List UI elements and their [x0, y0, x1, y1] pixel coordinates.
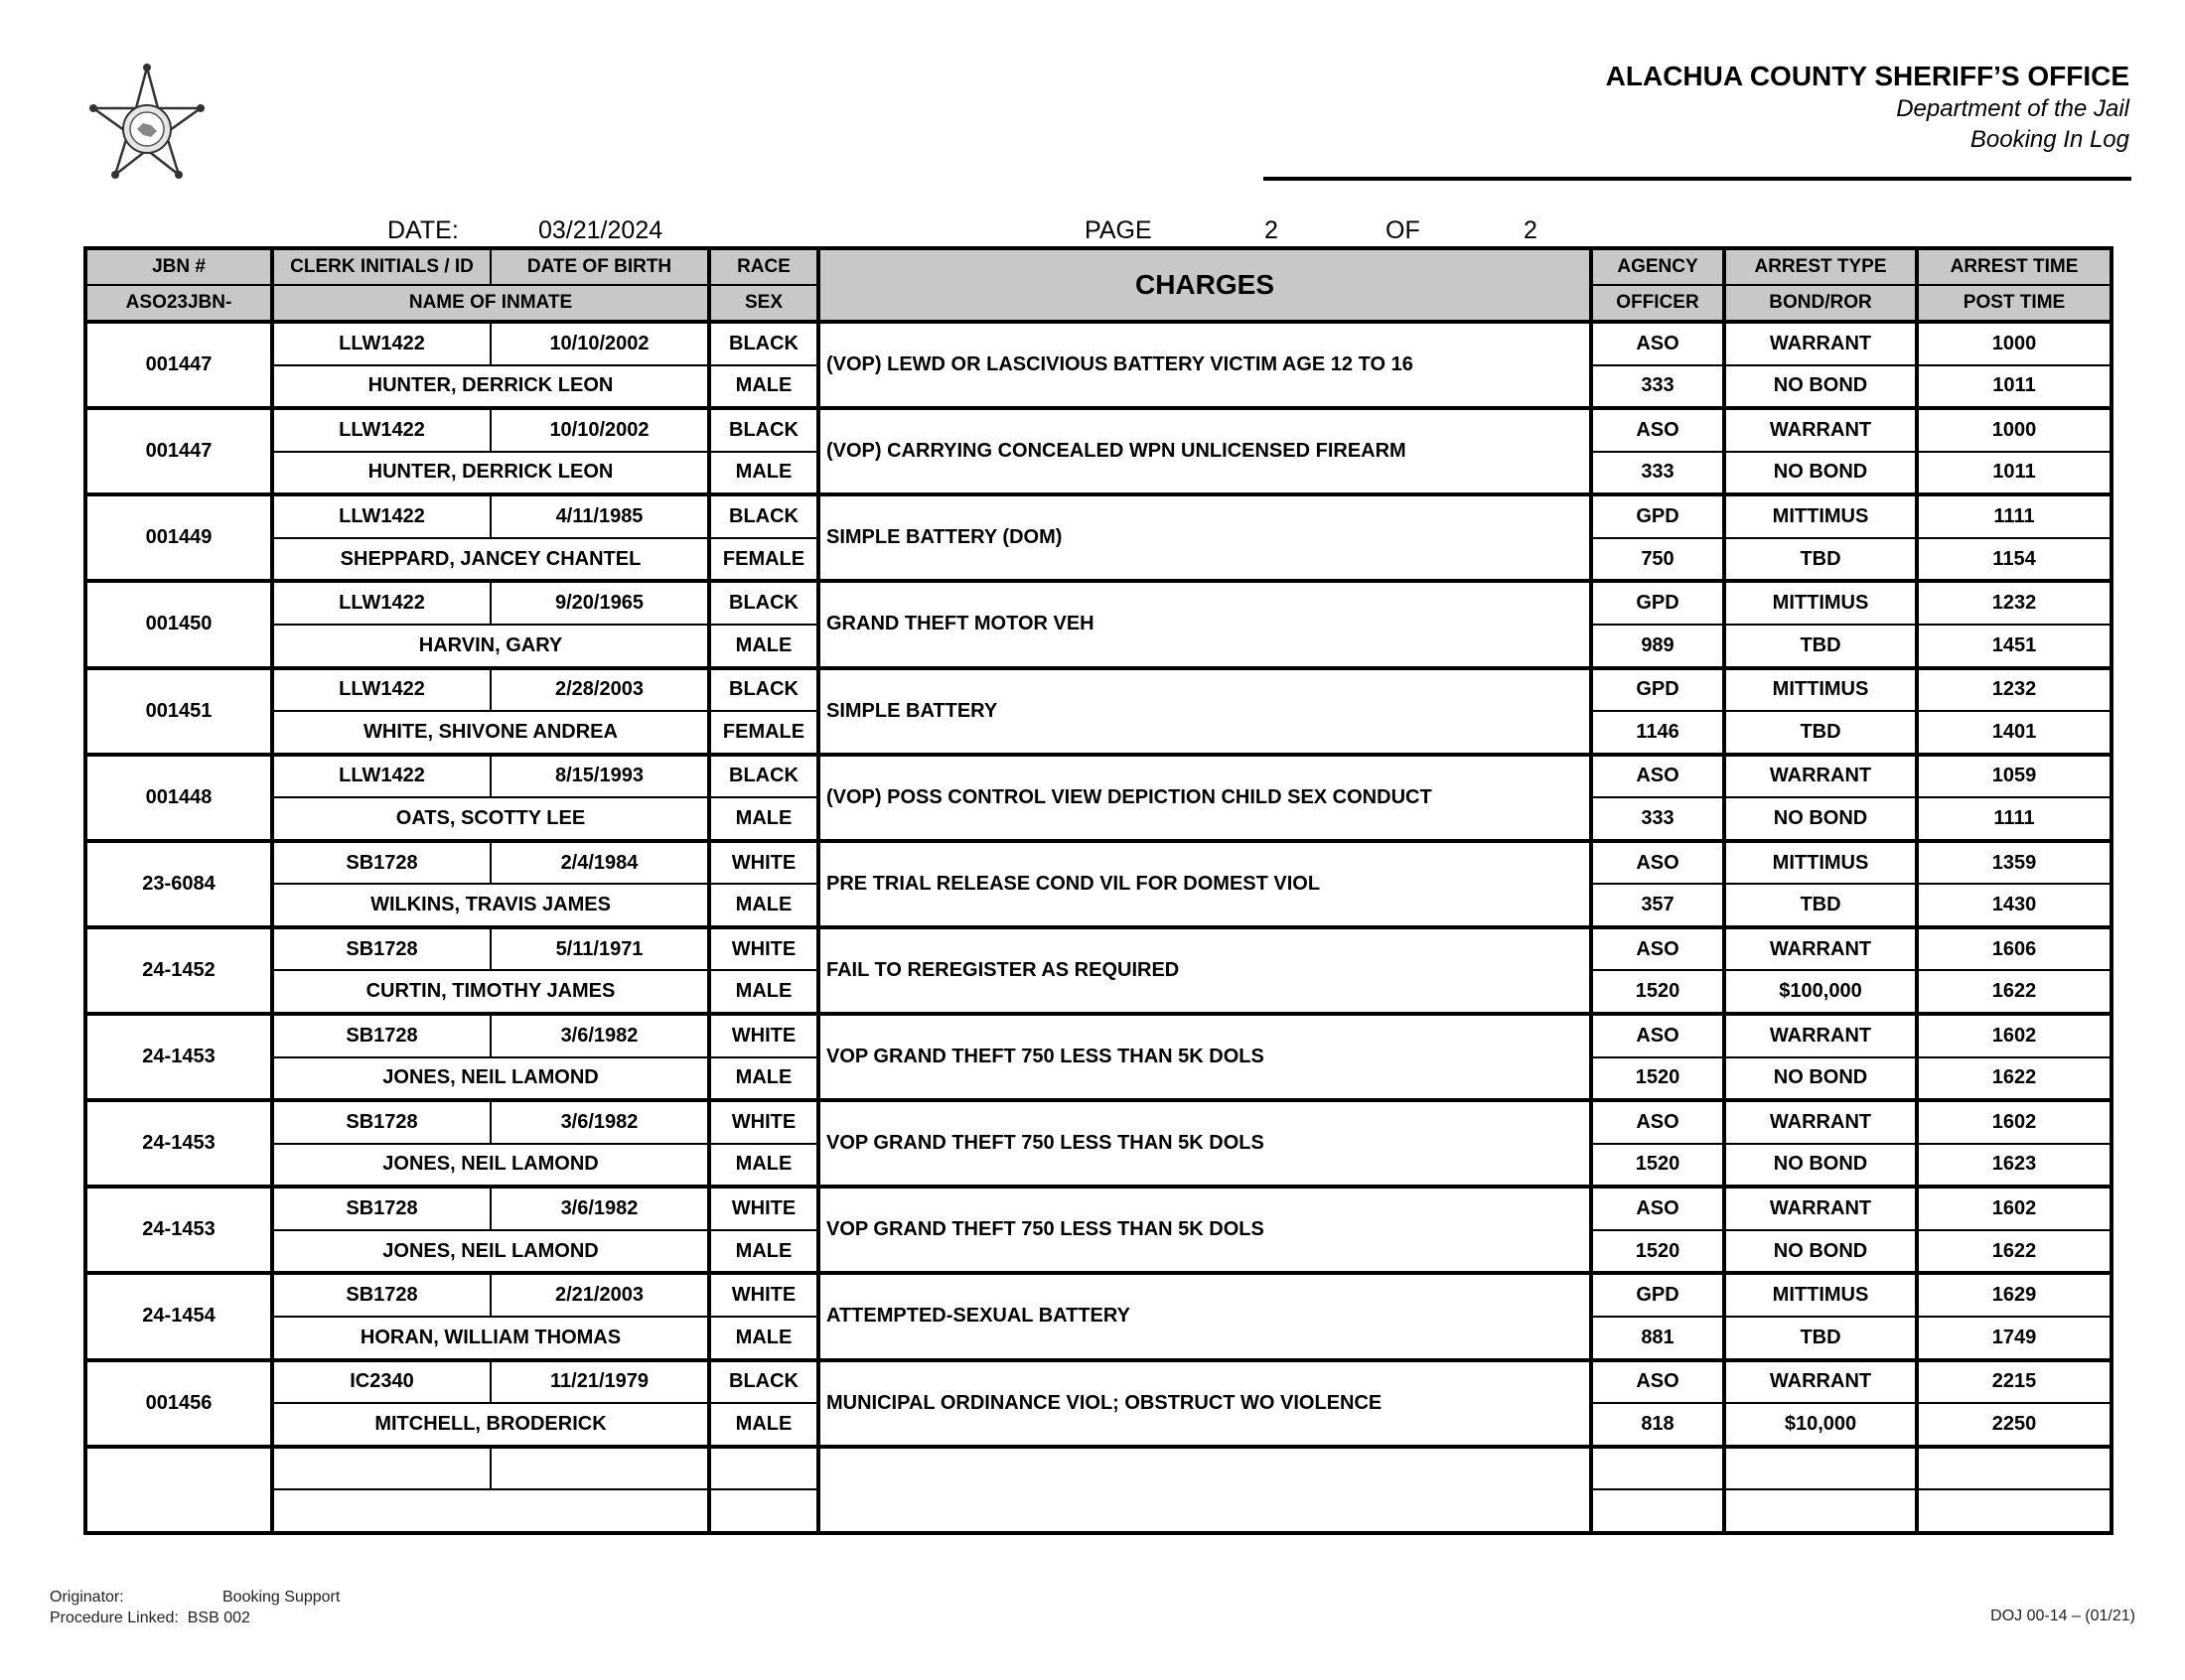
- page-total: 2: [1524, 216, 1537, 244]
- col-header-arrest-type: ARREST TYPE: [1724, 248, 1917, 285]
- table-row: [85, 1273, 2112, 1317]
- race-cell: WHITE: [709, 927, 818, 971]
- dob-cell: 10/10/2002: [491, 322, 709, 365]
- col-header-agency: AGENCY: [1591, 248, 1724, 285]
- race-cell: BLACK: [709, 668, 818, 712]
- post-time-cell: 1622: [1917, 970, 2112, 1014]
- date-value: 03/21/2024: [538, 216, 663, 244]
- sex-cell: FEMALE: [709, 711, 818, 755]
- inmate-name-cell: HARVIN, GARY: [272, 625, 709, 668]
- post-time-cell: 1430: [1917, 884, 2112, 927]
- race-cell: WHITE: [709, 841, 818, 885]
- bond-cell: TBD: [1724, 711, 1917, 755]
- bond-cell: $10,000: [1724, 1403, 1917, 1447]
- table-row: [85, 1100, 2112, 1144]
- clerk-id-cell: [272, 1447, 491, 1490]
- post-time-cell: 1011: [1917, 365, 2112, 409]
- jbn-cell: [85, 1447, 272, 1533]
- inmate-name-cell: CURTIN, TIMOTHY JAMES: [272, 970, 709, 1014]
- bond-cell: TBD: [1724, 1317, 1917, 1360]
- col-header-name: NAME OF INMATE: [272, 285, 709, 322]
- form-code: DOJ 00-14 – (01/21): [1990, 1608, 2135, 1624]
- officer-cell: 818: [1591, 1403, 1724, 1447]
- agency-cell: ASO: [1591, 1360, 1724, 1404]
- arrest-type-cell: WARRANT: [1724, 1100, 1917, 1144]
- log-title: Booking In Log: [1969, 126, 2129, 153]
- dob-cell: 9/20/1965: [491, 581, 709, 625]
- race-cell: WHITE: [709, 1014, 818, 1057]
- table-row: [85, 841, 2112, 885]
- arrest-type-cell: WARRANT: [1724, 927, 1917, 971]
- bond-cell: NO BOND: [1724, 797, 1917, 841]
- race-cell: WHITE: [709, 1273, 818, 1317]
- col-header-arrest-time: ARREST TIME: [1917, 248, 2112, 285]
- table-row: [85, 494, 2112, 538]
- charge-cell: (VOP) POSS CONTROL VIEW DEPICTION CHILD SEX CONDUCT: [818, 755, 1591, 841]
- dob-cell: 11/21/1979: [491, 1360, 709, 1404]
- col-header-jbn-prefix: ASO23JBN-: [85, 285, 272, 322]
- table-row: [85, 1014, 2112, 1057]
- clerk-id-cell: SB1728: [272, 927, 491, 971]
- race-cell: BLACK: [709, 494, 818, 538]
- booking-log-table: [83, 246, 2113, 1535]
- bond-cell: NO BOND: [1724, 452, 1917, 495]
- bond-cell: $100,000: [1724, 970, 1917, 1014]
- dob-cell: 8/15/1993: [491, 755, 709, 798]
- office-name: ALACHUA COUNTY SHERIFF’S OFFICE: [1605, 61, 2129, 91]
- bond-cell: NO BOND: [1724, 1230, 1917, 1274]
- inmate-name-cell: JONES, NEIL LAMOND: [272, 1057, 709, 1101]
- inmate-name-cell: HUNTER, DERRICK LEON: [272, 452, 709, 495]
- agency-cell: ASO: [1591, 1014, 1724, 1057]
- arrest-type-cell: WARRANT: [1724, 755, 1917, 798]
- charge-cell: (VOP) CARRYING CONCEALED WPN UNLICENSED FIREARM: [818, 408, 1591, 494]
- jbn-cell: 24-1453: [85, 1187, 272, 1273]
- inmate-name-cell: WHITE, SHIVONE ANDREA: [272, 711, 709, 755]
- procedure-value: BSB 002: [187, 1610, 250, 1626]
- officer-cell: 881: [1591, 1317, 1724, 1360]
- dob-cell: 2/21/2003: [491, 1273, 709, 1317]
- arrest-time-cell: 2215: [1917, 1360, 2112, 1404]
- col-header-charges: CHARGES: [818, 248, 1591, 322]
- clerk-id-cell: LLW1422: [272, 408, 491, 452]
- post-time-cell: 1111: [1917, 797, 2112, 841]
- jbn-cell: 001447: [85, 322, 272, 408]
- clerk-id-cell: IC2340: [272, 1360, 491, 1404]
- arrest-type-cell: [1724, 1447, 1917, 1490]
- charge-cell: PRE TRIAL RELEASE COND VIL FOR DOMEST VIOL: [818, 841, 1591, 927]
- inmate-name-cell: [272, 1489, 709, 1533]
- jbn-cell: 001447: [85, 408, 272, 494]
- jbn-cell: 24-1453: [85, 1014, 272, 1100]
- agency-cell: ASO: [1591, 1100, 1724, 1144]
- col-header-jbn: JBN #: [85, 248, 272, 285]
- charge-cell: SIMPLE BATTERY: [818, 668, 1591, 755]
- jbn-cell: 001451: [85, 668, 272, 755]
- charge-cell: VOP GRAND THEFT 750 LESS THAN 5K DOLS: [818, 1100, 1591, 1187]
- arrest-time-cell: 1606: [1917, 927, 2112, 971]
- charge-cell: MUNICIPAL ORDINANCE VIOL; OBSTRUCT WO VIOLENCE: [818, 1360, 1591, 1447]
- office-header: [1606, 60, 2129, 155]
- race-cell: BLACK: [709, 581, 818, 625]
- sex-cell: MALE: [709, 970, 818, 1014]
- race-cell: BLACK: [709, 408, 818, 452]
- sex-cell: MALE: [709, 1317, 818, 1360]
- sex-cell: FEMALE: [709, 538, 818, 582]
- agency-cell: ASO: [1591, 408, 1724, 452]
- jbn-cell: 001448: [85, 755, 272, 841]
- post-time-cell: 1401: [1917, 711, 2112, 755]
- clerk-id-cell: LLW1422: [272, 668, 491, 712]
- jbn-cell: 24-1452: [85, 927, 272, 1014]
- officer-cell: 357: [1591, 884, 1724, 927]
- arrest-time-cell: 1000: [1917, 322, 2112, 365]
- charge-cell: FAIL TO REREGISTER AS REQUIRED: [818, 927, 1591, 1014]
- officer-cell: 1146: [1591, 711, 1724, 755]
- arrest-type-cell: MITTIMUS: [1724, 841, 1917, 885]
- agency-cell: ASO: [1591, 755, 1724, 798]
- race-cell: BLACK: [709, 1360, 818, 1404]
- originator-label: Originator:: [50, 1589, 124, 1606]
- sex-cell: MALE: [709, 797, 818, 841]
- jbn-cell: 001450: [85, 581, 272, 667]
- arrest-type-cell: WARRANT: [1724, 1360, 1917, 1404]
- dob-cell: 3/6/1982: [491, 1014, 709, 1057]
- post-time-cell: [1917, 1489, 2112, 1533]
- bond-cell: [1724, 1489, 1917, 1533]
- page-number: 2: [1264, 216, 1278, 244]
- header-rule: [1263, 177, 2131, 181]
- charge-cell: GRAND THEFT MOTOR VEH: [818, 581, 1591, 667]
- bond-cell: TBD: [1724, 538, 1917, 582]
- clerk-id-cell: SB1728: [272, 1273, 491, 1317]
- post-time-cell: 1749: [1917, 1317, 2112, 1360]
- dob-cell: 2/4/1984: [491, 841, 709, 885]
- sex-cell: MALE: [709, 1144, 818, 1188]
- date-label: DATE:: [387, 216, 459, 244]
- bond-cell: TBD: [1724, 884, 1917, 927]
- arrest-time-cell: [1917, 1447, 2112, 1490]
- agency-cell: GPD: [1591, 1273, 1724, 1317]
- col-header-race: RACE: [709, 248, 818, 285]
- race-cell: BLACK: [709, 322, 818, 365]
- officer-cell: 1520: [1591, 1144, 1724, 1188]
- arrest-type-cell: WARRANT: [1724, 322, 1917, 365]
- col-header-post-time: POST TIME: [1917, 285, 2112, 322]
- arrest-type-cell: MITTIMUS: [1724, 494, 1917, 538]
- sex-cell: MALE: [709, 365, 818, 409]
- dob-cell: 4/11/1985: [491, 494, 709, 538]
- sex-cell: MALE: [709, 625, 818, 668]
- arrest-type-cell: MITTIMUS: [1724, 581, 1917, 625]
- officer-cell: 1520: [1591, 1057, 1724, 1101]
- jbn-cell: 24-1454: [85, 1273, 272, 1359]
- charge-cell: VOP GRAND THEFT 750 LESS THAN 5K DOLS: [818, 1187, 1591, 1273]
- clerk-id-cell: SB1728: [272, 1187, 491, 1230]
- inmate-name-cell: SHEPPARD, JANCEY CHANTEL: [272, 538, 709, 582]
- department-name: Department of the Jail: [1896, 95, 2129, 122]
- arrest-time-cell: 1232: [1917, 668, 2112, 712]
- arrest-time-cell: 1232: [1917, 581, 2112, 625]
- clerk-id-cell: LLW1422: [272, 581, 491, 625]
- post-time-cell: 1011: [1917, 452, 2112, 495]
- table-row: [85, 927, 2112, 971]
- col-header-officer: OFFICER: [1591, 285, 1724, 322]
- procedure-label: Procedure Linked:: [50, 1610, 179, 1626]
- post-time-cell: 1623: [1917, 1144, 2112, 1188]
- agency-cell: GPD: [1591, 581, 1724, 625]
- dob-cell: 5/11/1971: [491, 927, 709, 971]
- clerk-id-cell: SB1728: [272, 1014, 491, 1057]
- inmate-name-cell: JONES, NEIL LAMOND: [272, 1230, 709, 1274]
- jbn-cell: 23-6084: [85, 841, 272, 927]
- table-row: [85, 668, 2112, 712]
- table-row: [85, 322, 2112, 365]
- footer-originator: [50, 1587, 340, 1628]
- dob-cell: 3/6/1982: [491, 1100, 709, 1144]
- dob-cell: 2/28/2003: [491, 668, 709, 712]
- dob-cell: 3/6/1982: [491, 1187, 709, 1230]
- bond-cell: NO BOND: [1724, 1057, 1917, 1101]
- race-cell: WHITE: [709, 1100, 818, 1144]
- agency-cell: GPD: [1591, 494, 1724, 538]
- officer-cell: [1591, 1489, 1724, 1533]
- of-label: OF: [1385, 216, 1420, 244]
- charge-cell: (VOP) LEWD OR LASCIVIOUS BATTERY VICTIM AGE 12 TO 16: [818, 322, 1591, 408]
- table-row: [85, 755, 2112, 798]
- post-time-cell: 2250: [1917, 1403, 2112, 1447]
- arrest-time-cell: 1602: [1917, 1187, 2112, 1230]
- arrest-type-cell: WARRANT: [1724, 1014, 1917, 1057]
- race-cell: BLACK: [709, 755, 818, 798]
- jbn-cell: 001449: [85, 494, 272, 581]
- sex-cell: MALE: [709, 1403, 818, 1447]
- arrest-time-cell: 1629: [1917, 1273, 2112, 1317]
- post-time-cell: 1154: [1917, 538, 2112, 582]
- clerk-id-cell: LLW1422: [272, 494, 491, 538]
- arrest-time-cell: 1602: [1917, 1014, 2112, 1057]
- bond-cell: TBD: [1724, 625, 1917, 668]
- arrest-time-cell: 1059: [1917, 755, 2112, 798]
- jbn-cell: 001456: [85, 1360, 272, 1447]
- charge-cell: SIMPLE BATTERY (DOM): [818, 494, 1591, 581]
- charge-cell: ATTEMPTED-SEXUAL BATTERY: [818, 1273, 1591, 1359]
- agency-cell: ASO: [1591, 322, 1724, 365]
- officer-cell: 333: [1591, 797, 1724, 841]
- agency-cell: ASO: [1591, 841, 1724, 885]
- table-row: [85, 581, 2112, 625]
- sex-cell: [709, 1489, 818, 1533]
- jbn-cell: 24-1453: [85, 1100, 272, 1187]
- dob-cell: [491, 1447, 709, 1490]
- inmate-name-cell: HORAN, WILLIAM THOMAS: [272, 1317, 709, 1360]
- table-row: [85, 1447, 2112, 1490]
- bond-cell: NO BOND: [1724, 365, 1917, 409]
- agency-cell: [1591, 1447, 1724, 1490]
- col-header-bond: BOND/ROR: [1724, 285, 1917, 322]
- agency-cell: GPD: [1591, 668, 1724, 712]
- page-label: PAGE: [1085, 216, 1152, 244]
- arrest-type-cell: MITTIMUS: [1724, 668, 1917, 712]
- charge-cell: VOP GRAND THEFT 750 LESS THAN 5K DOLS: [818, 1014, 1591, 1100]
- race-cell: [709, 1447, 818, 1490]
- post-time-cell: 1622: [1917, 1230, 2112, 1274]
- col-header-sex: SEX: [709, 285, 818, 322]
- clerk-id-cell: LLW1422: [272, 322, 491, 365]
- officer-cell: 333: [1591, 365, 1724, 409]
- col-header-clerk: CLERK INITIALS / ID: [272, 248, 491, 285]
- sheriff-star-seal-icon: [73, 64, 220, 187]
- sex-cell: MALE: [709, 884, 818, 927]
- table-row: [85, 408, 2112, 452]
- clerk-id-cell: SB1728: [272, 1100, 491, 1144]
- dob-cell: 10/10/2002: [491, 408, 709, 452]
- officer-cell: 1520: [1591, 970, 1724, 1014]
- inmate-name-cell: JONES, NEIL LAMOND: [272, 1144, 709, 1188]
- agency-cell: ASO: [1591, 927, 1724, 971]
- arrest-time-cell: 1359: [1917, 841, 2112, 885]
- table-row: [85, 1360, 2112, 1404]
- col-header-dob: DATE OF BIRTH: [491, 248, 709, 285]
- post-time-cell: 1451: [1917, 625, 2112, 668]
- arrest-type-cell: WARRANT: [1724, 408, 1917, 452]
- officer-cell: 1520: [1591, 1230, 1724, 1274]
- arrest-time-cell: 1602: [1917, 1100, 2112, 1144]
- arrest-time-cell: 1000: [1917, 408, 2112, 452]
- booking-records: [85, 322, 2112, 1533]
- sex-cell: MALE: [709, 452, 818, 495]
- agency-cell: ASO: [1591, 1187, 1724, 1230]
- originator-value: Booking Support: [222, 1589, 341, 1606]
- clerk-id-cell: LLW1422: [272, 755, 491, 798]
- officer-cell: 750: [1591, 538, 1724, 582]
- sex-cell: MALE: [709, 1057, 818, 1101]
- clerk-id-cell: SB1728: [272, 841, 491, 885]
- inmate-name-cell: WILKINS, TRAVIS JAMES: [272, 884, 709, 927]
- inmate-name-cell: MITCHELL, BRODERICK: [272, 1403, 709, 1447]
- inmate-name-cell: HUNTER, DERRICK LEON: [272, 365, 709, 409]
- sex-cell: MALE: [709, 1230, 818, 1274]
- charge-cell: [818, 1447, 1591, 1533]
- arrest-time-cell: 1111: [1917, 494, 2112, 538]
- race-cell: WHITE: [709, 1187, 818, 1230]
- arrest-type-cell: MITTIMUS: [1724, 1273, 1917, 1317]
- officer-cell: 989: [1591, 625, 1724, 668]
- officer-cell: 333: [1591, 452, 1724, 495]
- table-row: [85, 1187, 2112, 1230]
- bond-cell: NO BOND: [1724, 1144, 1917, 1188]
- inmate-name-cell: OATS, SCOTTY LEE: [272, 797, 709, 841]
- arrest-type-cell: WARRANT: [1724, 1187, 1917, 1230]
- post-time-cell: 1622: [1917, 1057, 2112, 1101]
